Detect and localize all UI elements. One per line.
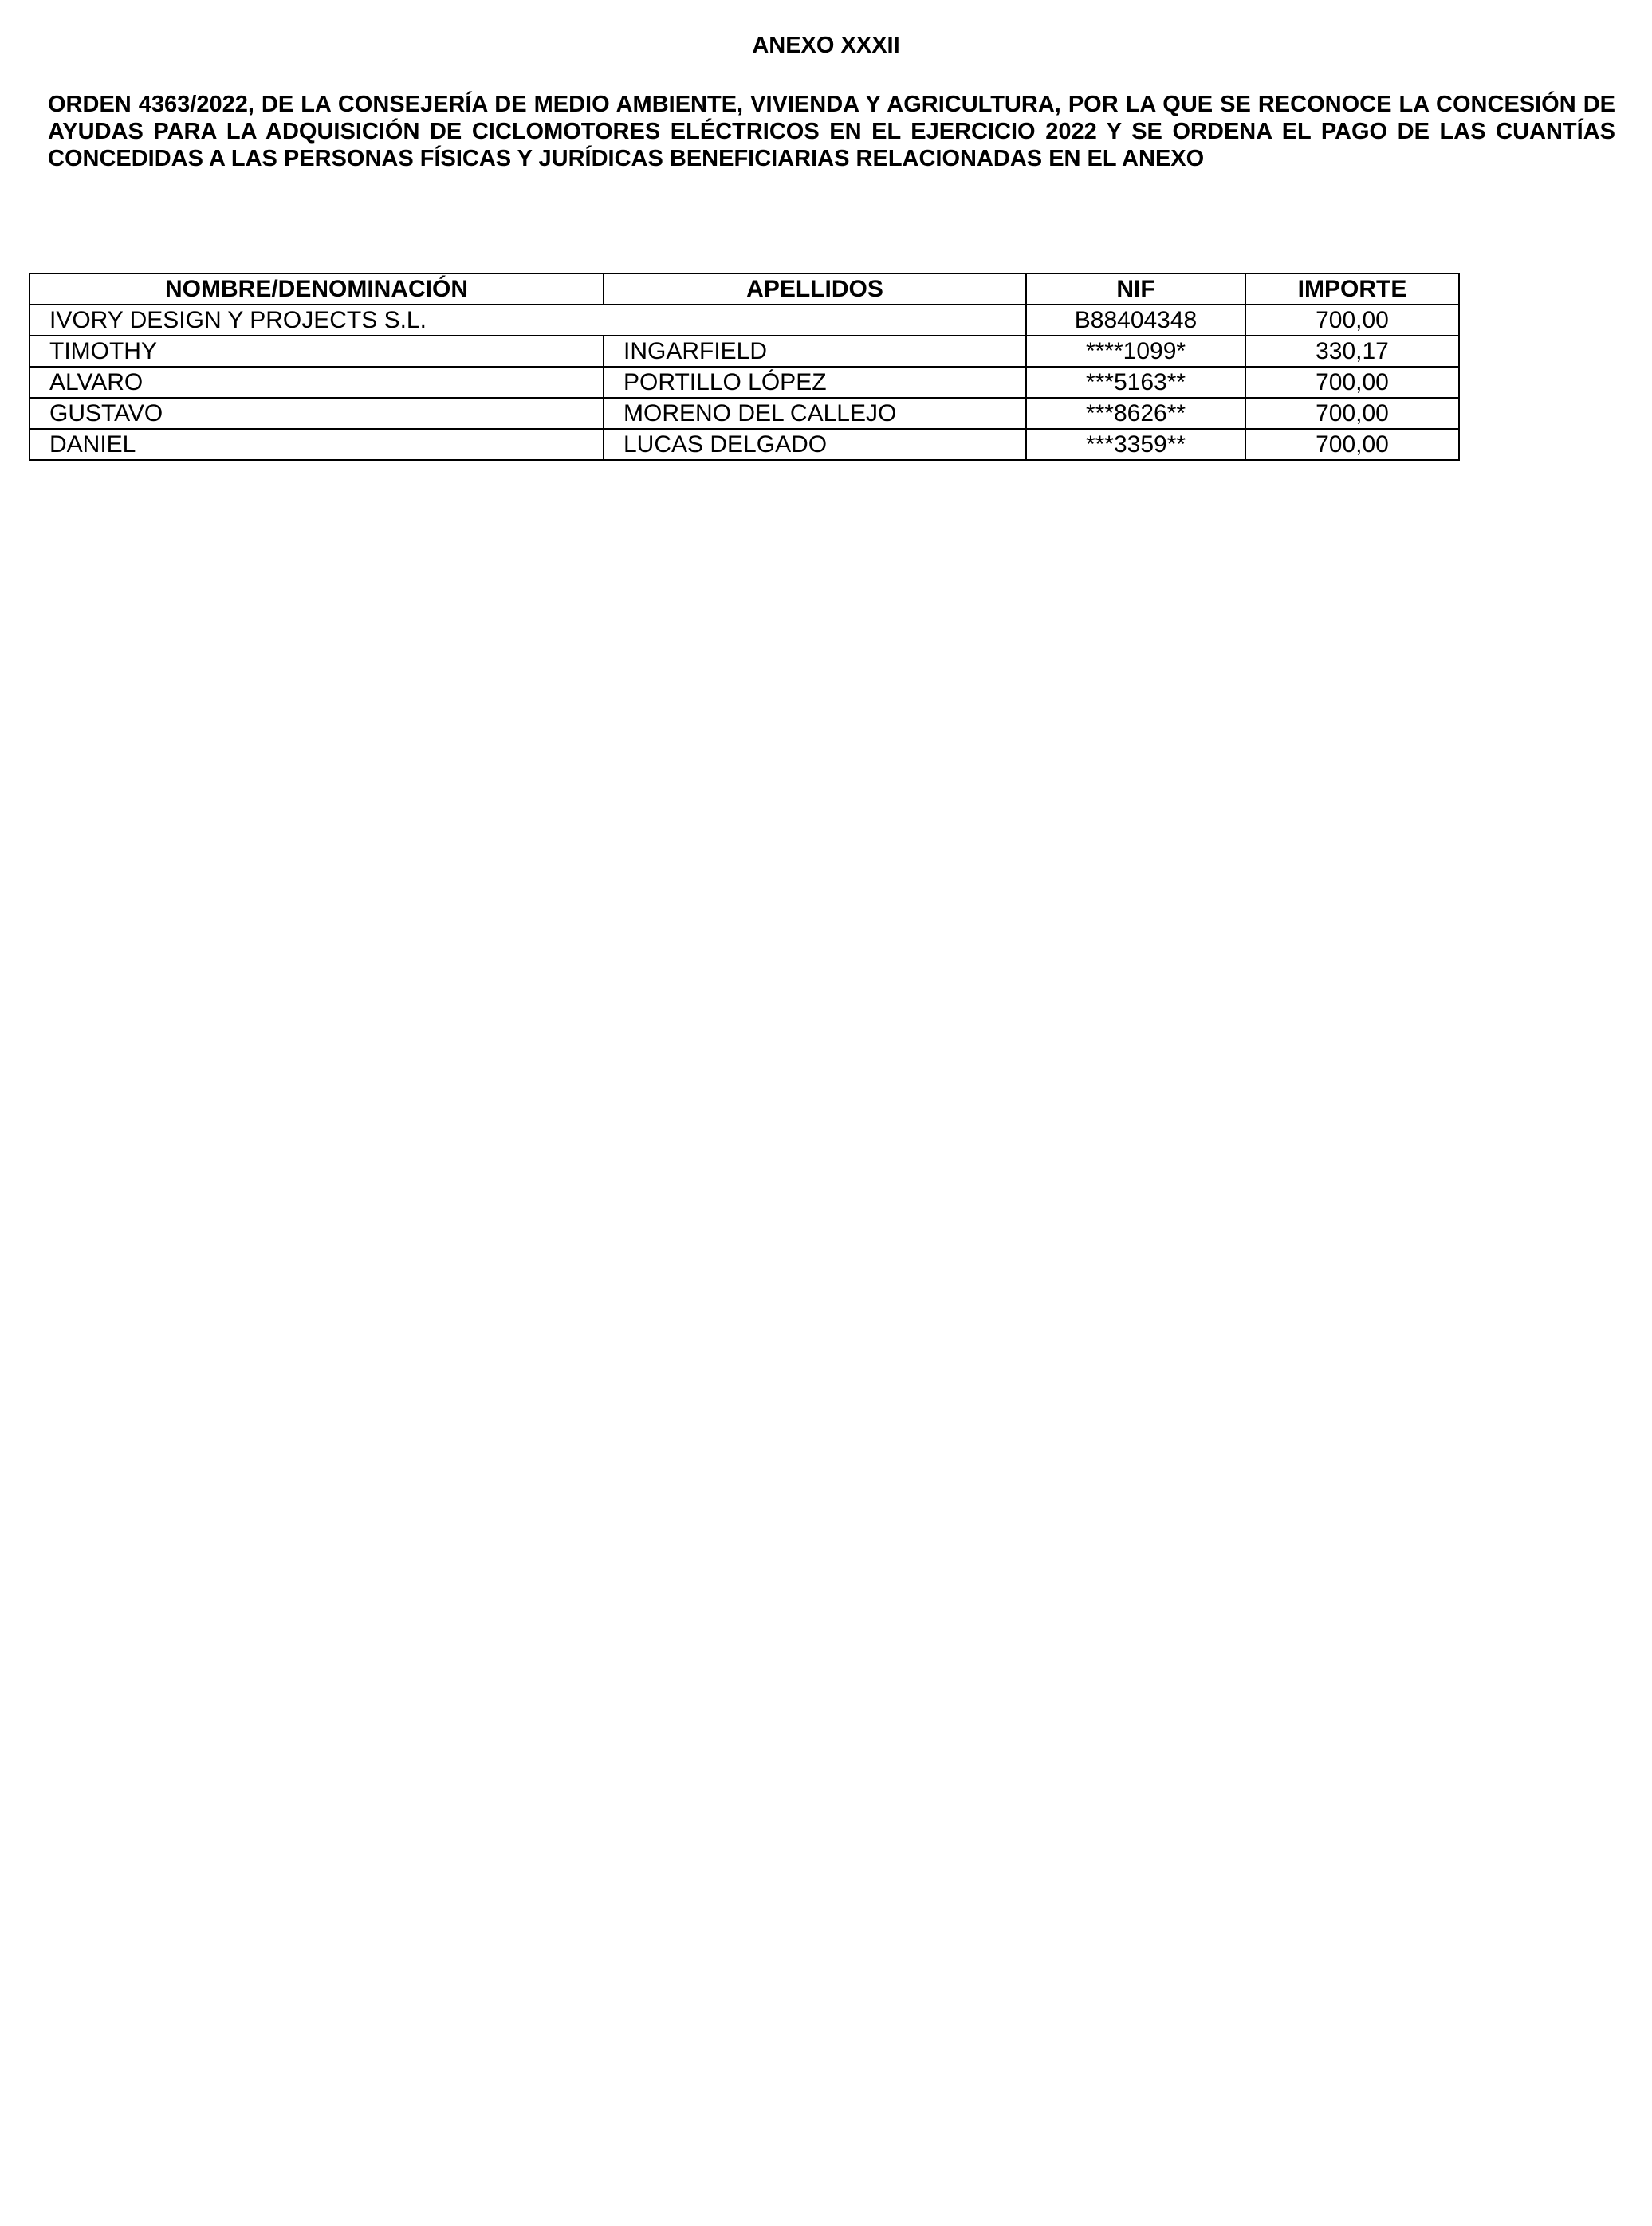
cell-nombre: IVORY DESIGN Y PROJECTS S.L. (30, 305, 1026, 336)
table-row (30, 398, 1459, 429)
cell-apellidos: INGARFIELD (604, 336, 1026, 367)
cell-nombre: ALVARO (30, 367, 604, 398)
cell-importe: 700,00 (1245, 398, 1459, 429)
cell-importe: 700,00 (1245, 367, 1459, 398)
table-header-row (30, 273, 1459, 305)
cell-apellidos: MORENO DEL CALLEJO (604, 398, 1026, 429)
order-heading: ORDEN 4363/2022, DE LA CONSEJERÍA DE MEDIO AMBIENTE, VIVIENDA Y AGRICULTURA, POR LA QUE SE RECONOCE LA CONCESIÓN DE AYUDAS PARA LA ADQUISICIÓN DE CICLOMOTORES ELÉCTRICOS EN EL EJERCICIO 2022 Y SE ORDENA EL PAGO DE LAS CUANTÍAS CONCEDIDAS A LAS PERSONAS FÍSICAS Y JURÍDICAS BENEFICIARIAS RELACIONADAS EN EL ANEXO (48, 92, 1615, 171)
cell-apellidos: PORTILLO LÓPEZ (604, 367, 1026, 398)
table-row (30, 367, 1459, 398)
cell-importe: 330,17 (1245, 336, 1459, 367)
column-header-nombre: NOMBRE/DENOMINACIÓN (30, 273, 604, 305)
cell-nombre: TIMOTHY (30, 336, 604, 367)
cell-nombre: GUSTAVO (30, 398, 604, 429)
cell-nif: ***5163** (1026, 367, 1245, 398)
cell-importe: 700,00 (1245, 429, 1459, 460)
beneficiaries-table (29, 273, 1460, 461)
cell-nif: ***3359** (1026, 429, 1245, 460)
cell-nif: B88404348 (1026, 305, 1245, 336)
column-header-apellidos: APELLIDOS (604, 273, 1026, 305)
cell-nombre: DANIEL (30, 429, 604, 460)
cell-nif: ***8626** (1026, 398, 1245, 429)
cell-nif: ****1099* (1026, 336, 1245, 367)
table-row (30, 305, 1459, 336)
table-row (30, 429, 1459, 460)
cell-importe: 700,00 (1245, 305, 1459, 336)
table-row (30, 336, 1459, 367)
cell-apellidos: LUCAS DELGADO (604, 429, 1026, 460)
column-header-importe: IMPORTE (1245, 273, 1459, 305)
annex-title: ANEXO XXXII (752, 33, 900, 58)
column-header-nif: NIF (1026, 273, 1245, 305)
